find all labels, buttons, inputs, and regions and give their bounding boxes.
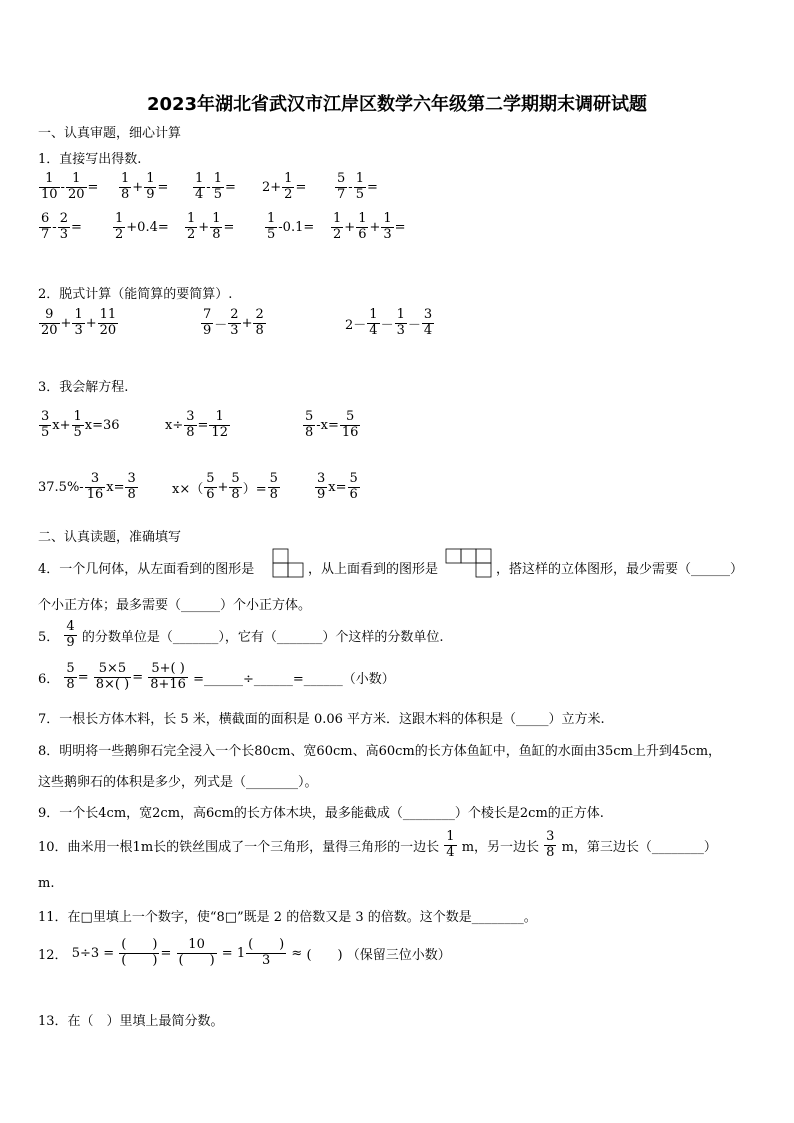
expression — [112, 212, 169, 243]
expression-text: = — [224, 179, 236, 195]
fraction: $\frac{1}{20}$ — [67, 171, 85, 202]
expression-text: + — [198, 219, 210, 235]
expression — [330, 212, 406, 243]
fraction: $\frac{6}{7}$ — [41, 211, 50, 242]
top-view-figure — [445, 548, 493, 578]
expression — [262, 172, 306, 203]
fraction: $\frac{3}{9}$ — [317, 471, 326, 502]
expression — [302, 410, 361, 441]
fraction: $\frac{5}{6}$ — [349, 471, 358, 502]
expression-text: － — [380, 317, 394, 333]
expression-text: + — [60, 315, 72, 331]
expression-text: － — [214, 317, 228, 333]
expression-text: = — [157, 179, 169, 195]
fraction: $\frac{1}{2}$ — [333, 211, 342, 242]
expression-text: ）= — [242, 481, 267, 497]
fraction: $\frac{5}{8}$ — [231, 471, 240, 502]
expression-text: - — [348, 179, 353, 195]
expression-text: x= — [328, 479, 347, 495]
question-13: 13．在（ ）里填上最简分数。 — [38, 1014, 224, 1029]
fraction: $\frac{3}{4}$ — [423, 307, 433, 338]
expression — [38, 472, 139, 503]
fraction: $\frac{3}{8}$ — [186, 409, 195, 440]
expression-text: - — [206, 179, 211, 195]
expression-text: － — [407, 317, 421, 333]
question-1-label: 1．直接写出得数. — [38, 152, 142, 167]
expression-text: -x= — [316, 417, 339, 433]
question-3-label: 3．我会解方程. — [38, 380, 129, 395]
expression — [345, 308, 435, 339]
expression — [334, 172, 378, 203]
expression — [38, 308, 119, 339]
fraction: $\frac{9}{20}$ — [41, 307, 58, 338]
expression — [38, 172, 98, 203]
expression-text: = — [197, 417, 209, 433]
page-title: 2023年湖北省武汉市江岸区数学六年级第二学期期末调研试题 — [146, 94, 648, 115]
fraction: $\frac{1}{4}$ — [195, 171, 204, 202]
expression-text: = — [295, 179, 307, 195]
fraction: $\frac{3}{8}$ — [127, 471, 136, 502]
fraction: $\frac{1}{12}$ — [211, 409, 228, 440]
left-view-figure — [272, 548, 306, 578]
fraction: $\frac{5}{7}$ — [337, 171, 346, 202]
expression-text: +0.4= — [126, 219, 169, 235]
expression-text: x×（ — [172, 481, 204, 497]
expression-text: = — [366, 179, 378, 195]
fraction: $\frac{1}{3}$ — [74, 307, 83, 338]
fraction: $\frac{2}{8}$ — [255, 307, 264, 338]
fraction: $\frac{1}{5}$ — [213, 171, 222, 202]
fraction: $\frac{1}{5}$ — [267, 211, 276, 242]
fraction: $\frac{1}{3}$ — [383, 211, 392, 242]
fraction: $\frac{1}{2}$ — [187, 211, 196, 242]
fraction: $\frac{1}{2}$ — [115, 211, 124, 242]
fraction: $\frac{5}{16}$ — [341, 409, 359, 440]
question-4-part-4: 个小正方体；最多需要（______）个小正方体。 — [38, 598, 312, 613]
question-7: 7．一根长方体木料，长 5 米，横截面的面积是 0.06 平方米．这跟木料的体积是（_____）立方米. — [38, 712, 605, 727]
expression — [172, 472, 281, 503]
question-5-fraction: $\frac{4}{9}$ — [66, 619, 75, 650]
question-10-unit: m. — [38, 876, 55, 891]
expression — [38, 410, 120, 441]
fraction: $\frac{1}{8}$ — [121, 171, 130, 202]
expression — [165, 410, 231, 441]
expression — [264, 212, 314, 243]
fraction: $\frac{2}{3}$ — [230, 307, 239, 338]
expression-text: x=36 — [84, 417, 120, 433]
question-4-part-3: ，搭这样的立体图形，最少需要（______） — [496, 562, 744, 577]
expression-text: 2－ — [345, 317, 367, 333]
fraction: $\frac{5}{8}$ — [305, 409, 314, 440]
expression-text: x= — [106, 479, 125, 495]
fraction: $\frac{1}{5}$ — [355, 171, 364, 202]
expression-text: + — [369, 219, 381, 235]
question-11: 11．在□里填上一个数字，使“8□”既是 2 的倍数又是 3 的倍数。这个数是________。 — [38, 910, 537, 925]
question-4-part-2: ，从上面看到的图形是 — [308, 562, 439, 577]
section-heading-2: 二、认真读题，准确填写 — [38, 530, 182, 545]
expression-text: + — [344, 219, 356, 235]
fraction: $\frac{1}{3}$ — [396, 307, 405, 338]
expression — [38, 212, 82, 243]
question-10: 10．曲米用一根1m长的铁丝围成了一个三角形，量得三角形的一边长 $\frac{1}{4}$ m，另一边长 $\frac{3}{8}$ m，第三边长（________） — [38, 829, 717, 860]
expression — [184, 212, 234, 243]
fraction: $\frac{1}{6}$ — [358, 211, 367, 242]
fraction: $\frac{1}{8}$ — [212, 211, 221, 242]
fraction: $\frac{1}{9}$ — [146, 171, 155, 202]
expression-text: = — [87, 179, 99, 195]
expression-text: 2+ — [262, 179, 282, 195]
question-9: 9．一个长4cm，宽2cm，高6cm的长方体木块，最多能截成（________）个棱长是2cm的正方体. — [38, 806, 604, 821]
fraction: $\frac{5}{6}$ — [206, 471, 215, 502]
expression-text: = — [70, 219, 82, 235]
expression-text: - — [52, 219, 57, 235]
expression-text: -0.1= — [278, 219, 315, 235]
section-heading-1: 一、认真审题，细心计算 — [38, 126, 182, 141]
question-5: 5． $\frac{4}{9}$ 的分数单位是（_______），它有（_______）个这样的分数单位. — [38, 619, 444, 650]
expression-text: = — [394, 219, 406, 235]
expression-text: + — [241, 315, 253, 331]
expression — [200, 308, 267, 339]
expression-text: x÷ — [165, 417, 184, 433]
fraction: $\frac{11}{20}$ — [99, 307, 117, 338]
fraction: $\frac{3}{5}$ — [41, 409, 50, 440]
fraction: $\frac{1}{4}$ — [369, 307, 378, 338]
question-4-part-1: 4．一个几何体，从左面看到的图形是 — [38, 562, 255, 577]
expression-text: - — [60, 179, 65, 195]
question-8-line-2: 这些鹅卵石的体积是多少，列式是（________）。 — [38, 775, 318, 790]
fraction: $\frac{1}{10}$ — [41, 171, 58, 202]
fraction: $\frac{1}{5}$ — [73, 409, 82, 440]
expression-text: = — [223, 219, 235, 235]
question-12: 12． 5÷3 = $\frac{( )}{( )}$ = $\frac{10}{( )}$ = 1 $\frac{( )}{3}$ ≈ ( ) （保留三位小数） — [38, 937, 451, 968]
expression — [118, 172, 168, 203]
fraction: $\frac{7}{9}$ — [203, 307, 212, 338]
question-8-line-1: 8．明明将一些鹅卵石完全浸入一个长80cm、宽60cm、高60cm的长方体鱼缸中，鱼缸的水面由35cm上升到45cm， — [38, 744, 722, 759]
fraction: $\frac{2}{3}$ — [59, 211, 68, 242]
expression — [314, 472, 361, 503]
expression-text: 37.5%- — [38, 479, 84, 495]
expression — [192, 172, 236, 203]
expression-text: x+ — [52, 417, 71, 433]
expression-text: + — [217, 479, 229, 495]
fraction: $\frac{1}{2}$ — [284, 171, 293, 202]
question-6: 6． $\frac{5}{8}$ = $\frac{5\times 5}{8\times( )}$ = $\frac{5+( )}{8+16}$ =______÷______=______（小数） — [38, 661, 395, 692]
expression-text: + — [85, 315, 97, 331]
fraction: $\frac{3}{16}$ — [86, 471, 104, 502]
fraction: $\frac{5}{8}$ — [269, 471, 278, 502]
expression-text: + — [132, 179, 144, 195]
question-2-label: 2．脱式计算（能简算的要简算）. — [38, 287, 233, 302]
